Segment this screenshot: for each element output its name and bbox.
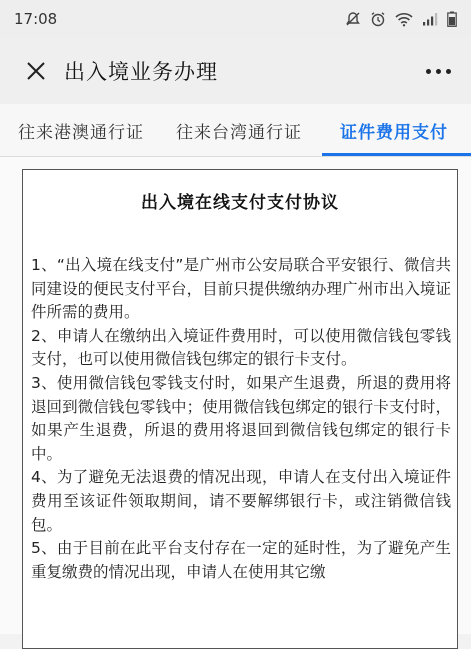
close-icon (26, 61, 46, 81)
alarm-icon (370, 11, 386, 27)
agreement-clause: 2、申请人在缴纳出入境证件费用时，可以使用微信钱包零钱支付，也可以使用微信钱包绑定的银行卡支付。 (31, 326, 451, 369)
tab-taiwan-permit[interactable]: 往来台湾通行证 (176, 122, 302, 143)
page-title: 出入境业务办理 (64, 60, 218, 84)
agreement-clause: 3、使用微信钱包零钱支付时，如果产生退费，所退的费用将退回到微信钱包零钱中；使用微信钱包绑定的银行卡支付时，如果产生退费，所退的费用将退回到微信钱包绑定的银行卡中。 (31, 373, 451, 463)
title-bar (0, 38, 471, 104)
agreement-body (31, 254, 451, 584)
close-button[interactable] (22, 57, 50, 85)
tab-bar (0, 104, 471, 157)
battery-icon (447, 11, 457, 27)
more-dot-icon (446, 69, 451, 74)
status-icons (345, 11, 457, 27)
agreement-clause: 5、由于目前在此平台支付存在一定的延时性，为了避免产生重复缴费的情况出现，申请人在使用其它缴 (31, 539, 451, 581)
tab-fee-payment[interactable]: 证件费用支付 (322, 104, 471, 156)
more-options-button[interactable] (426, 57, 451, 85)
tab-hk-macau-permit[interactable]: 往来港澳通行证 (18, 122, 144, 143)
agreement-box (22, 169, 458, 649)
mute-bell-icon (345, 11, 361, 27)
wifi-icon (395, 12, 413, 27)
more-dot-icon (436, 69, 441, 74)
content-area[interactable] (0, 157, 471, 634)
signal-icon (422, 12, 438, 26)
agreement-clause: 4、为了避免无法退费的情况出现，申请人在支付出入境证件费用至该证件领取期间，请不要解绑银行卡，或注销微信钱包。 (31, 468, 451, 534)
status-time: 17:08 (14, 10, 58, 28)
agreement-title: 出入境在线支付支付协议 (141, 193, 339, 213)
status-bar (0, 0, 471, 38)
more-dot-icon (426, 69, 431, 74)
agreement-clause: 1、“出入境在线支付”是广州市公安局联合平安银行、微信共同建设的便民支付平台，目前只提供缴纳办理广州市出入境证件所需的费用。 (31, 256, 451, 322)
